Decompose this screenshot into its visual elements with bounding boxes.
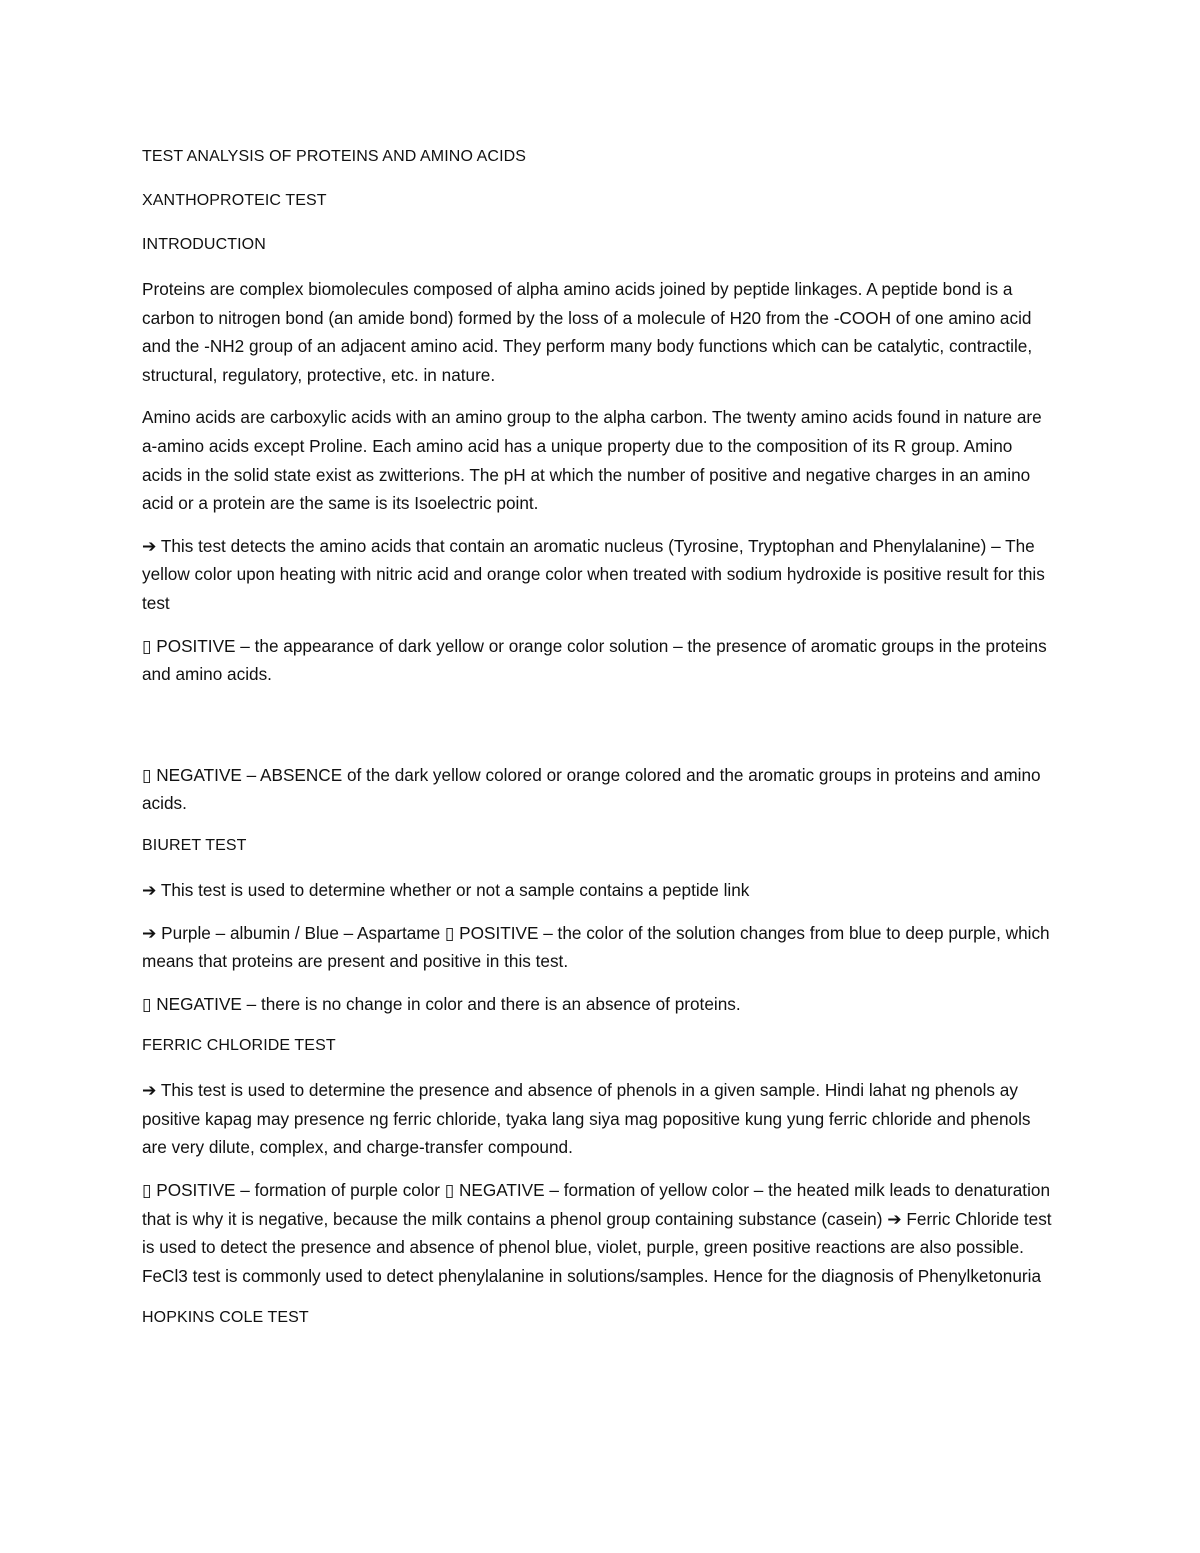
section-heading-biuret: BIURET TEST xyxy=(142,836,247,854)
section-heading-xanthoproteic: XANTHOPROTEIC TEST xyxy=(142,192,327,209)
paragraph-proteins-intro: Proteins are complex biomolecules composed of alpha amino acids joined by peptide linkages. A peptide bond is a carbon to nitrogen bond (an amide bond) formed by the loss of a molecule of H20 from the -COOH of one amino acid and the -NH2 group of an adjacent amino acid. They perform many body functions which can be catalytic, contractile, structural, regulatory, protective, etc. in nature. xyxy=(142,279,1033,385)
section-heading-hopkins-cole: HOPKINS COLE TEST xyxy=(142,1309,309,1327)
paragraph-xantho-detects: ➔ This test detects the amino acids that contain an aromatic nucleus (Tyrosine, Tryptophan and Phenylalanine) – The yellow color upon heating with nitric acid and orange color when treated with sodium hydroxide is positive result for this test xyxy=(142,535,1045,613)
paragraph-ferric-purpose: ➔ This test is used to determine the presence and absence of phenols in a given sample. Hindi lahat ng phenols ay positive kapag may presence ng ferric chloride, tyaka lang siya mag popositive kung yung ferric chloride and phenols are very dilute, complex, and charge-transfer compound. xyxy=(142,1080,1031,1158)
paragraph-xantho-negative: ▯ NEGATIVE – ABSENCE of the dark yellow colored or orange colored and the aromatic groups in proteins and amino acids. xyxy=(142,764,1041,814)
paragraph-ferric-results: ▯ POSITIVE – formation of purple color ▯ NEGATIVE – formation of yellow color – the heated milk leads to denaturation that is why it is negative, because the milk contains a phenol group containing substance (casein) ➔ Ferric Chloride test is used to detect the presence and absence of phenol blue, violet, purple, green positive reactions are also possible. FeCl3 test is commonly used to detect phenylalanine in solutions/samples. Hence for the diagnosis of Phenylketonuria xyxy=(142,1180,1052,1286)
paragraph-xantho-positive: ▯ POSITIVE – the appearance of dark yellow or orange color solution – the presence of aromatic groups in the proteins and amino acids. xyxy=(142,635,1047,685)
document-title: TEST ANALYSIS OF PROTEINS AND AMINO ACIDS xyxy=(142,148,527,165)
paragraph-biuret-purpose: ➔ This test is used to determine whether or not a sample contains a peptide link xyxy=(142,879,750,900)
paragraph-biuret-positive: ➔ Purple – albumin / Blue – Aspartame ▯ POSITIVE – the color of the solution changes from blue to deep purple, which means that proteins are present and positive in this test. xyxy=(142,922,1050,972)
document-body xyxy=(142,143,1057,1348)
section-heading-ferric-chloride: FERRIC CHLORIDE TEST xyxy=(142,1037,336,1055)
blank-spacer xyxy=(142,703,1057,761)
paragraph-biuret-negative: ▯ NEGATIVE – there is no change in color and there is an absence of proteins. xyxy=(142,993,741,1014)
section-heading-introduction: INTRODUCTION xyxy=(142,236,266,253)
paragraph-amino-acids: Amino acids are carboxylic acids with an amino group to the alpha carbon. The twenty amino acids found in nature are a-amino acids except Proline. Each amino acid has a unique property due to the composition of its R group. Amino acids in the solid state exist as zwitterions. The pH at which the number of positive and negative charges in an amino acid or a protein are the same is its Isoelectric point. xyxy=(142,407,1042,514)
